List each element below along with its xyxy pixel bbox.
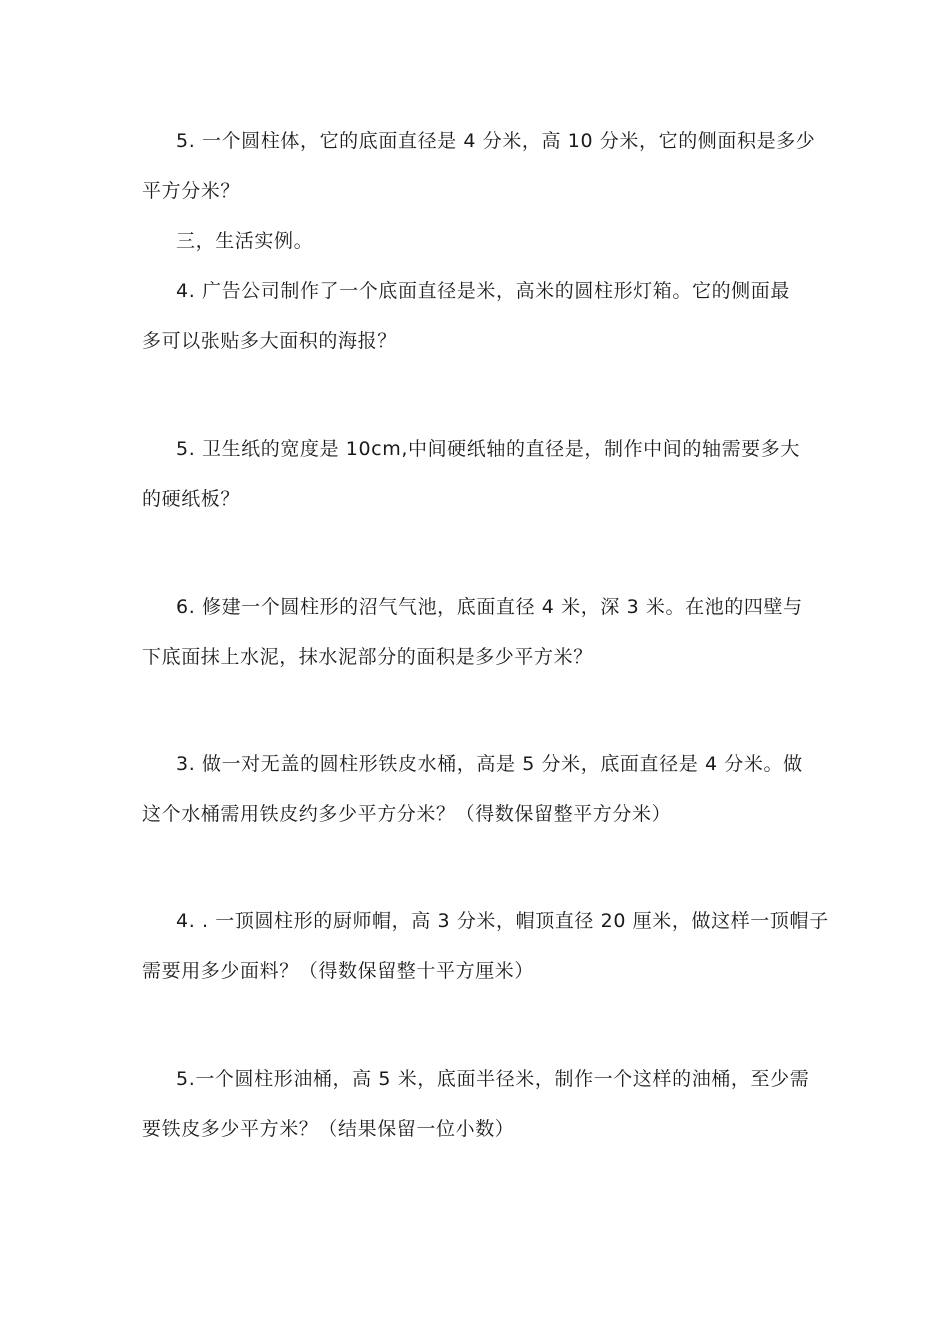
question-5b-line-2: 的硬纸板？ [142, 488, 241, 510]
section-3-heading: 三，生活实例。 [176, 230, 314, 252]
question-5a-line-1: 5. 一个圆柱体，它的底面直径是 4 分米，高 10 分米，它的侧面积是多少 [176, 130, 816, 152]
question-4a-line-1: 4. 广告公司制作了一个底面直径是米，高米的圆柱形灯箱。它的侧面最 [176, 280, 790, 302]
question-4a-line-2: 多可以张贴多大面积的海报？ [142, 330, 397, 352]
question-3-line-1: 3. 做一对无盖的圆柱形铁皮水桶，高是 5 分米，底面直径是 4 分米。做 [176, 753, 803, 775]
question-5c-line-1: 5.一个圆柱形油桶，高 5 米，底面半径米，制作一个这样的油桶，至少需 [176, 1068, 810, 1090]
question-4b-line-2: 需要用多少面料？（得数保留整十平方厘米） [142, 960, 535, 982]
question-5a-line-2: 平方分米？ [142, 180, 241, 202]
question-4b-line-1: 4. . 一顶圆柱形的厨师帽，高 3 分米，帽顶直径 20 厘米，做这样一顶帽子 [176, 910, 829, 932]
question-5c-line-2: 要铁皮多少平方米？（结果保留一位小数） [142, 1118, 515, 1140]
question-5b-line-1: 5. 卫生纸的宽度是 10cm,中间硬纸轴的直径是，制作中间的轴需要多大 [176, 438, 800, 460]
question-6-line-2: 下底面抹上水泥，抹水泥部分的面积是多少平方米？ [142, 646, 593, 668]
question-3-line-2: 这个水桶需用铁皮约多少平方分米？（得数保留整平方分米） [142, 803, 672, 825]
question-6-line-1: 6. 修建一个圆柱形的沼气气池，底面直径 4 米，深 3 米。在池的四壁与 [176, 596, 803, 618]
